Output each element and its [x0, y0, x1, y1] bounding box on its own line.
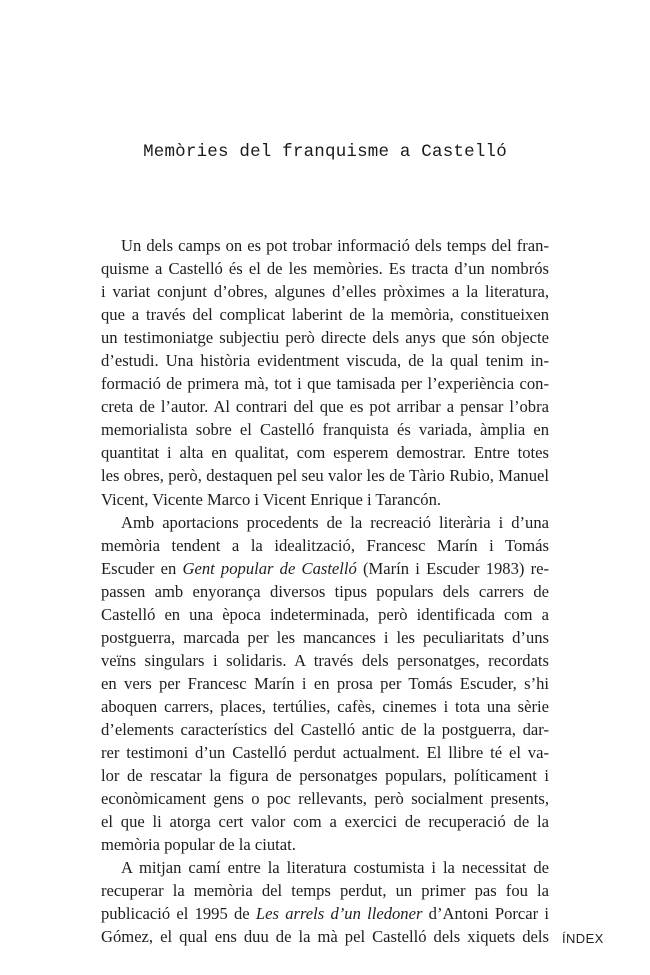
paragraph-line: veïns singulars i solidaris. A través dels personatges, recordats: [101, 650, 549, 670]
paragraph-line: formació de primera mà, tot i que tamisada per l’experiència con-: [101, 374, 549, 394]
paragraph-line: A mitjan camí entre la literatura costumista i la necessitat de: [121, 858, 549, 878]
paragraph-line: les obres, però, destaquen pel seu valor les de Tàrio Rubio, Manuel: [101, 466, 549, 486]
paragraph-line: memorialista sobre el Castelló franquista és variada, àmplia en: [101, 420, 549, 440]
paragraph-line: aboquen carrers, places, tertúlies, cafès, cinemes i tota una sèrie: [101, 696, 549, 716]
paragraph-line: Gómez, el qual ens duu de la mà pel Castelló dels xiquets dels: [101, 927, 549, 947]
paragraph-line: postguerra, marcada per les mancances i les peculiaritats d’uns: [101, 627, 549, 647]
text-run: publicació el 1995 de: [101, 904, 256, 924]
paragraph-line: en vers per Francesc Marín i en prosa per Tomás Escuder, s’hi: [101, 673, 549, 693]
paragraph-line: memòria tendent a la idealització, Francesc Marín i Tomás: [101, 535, 549, 555]
paragraph-line: d’estudi. Una història evidentment viscuda, de la qual tenim in-: [101, 351, 549, 371]
book-title: Gent popular de Castelló: [182, 558, 357, 578]
text-run: Escuder en: [101, 558, 183, 578]
paragraph-line: creta de l’autor. Al contrari del que es pot arribar a pensar l’obra: [101, 397, 549, 417]
paragraph-line: quisme a Castelló és el de les memòries. Es tracta d’un nombrós: [101, 259, 549, 279]
paragraph-line: [101, 557, 549, 580]
paragraph-line: Vicent, Vicente Marco i Vicent Enrique i Tarancón.: [101, 489, 442, 509]
text-run: d’Antoni Porcar i: [422, 904, 549, 924]
paragraph-line: memòria popular de la ciutat.: [101, 835, 296, 855]
text-run: (Marín i Escuder 1983) re-: [356, 558, 550, 578]
page-title: Memòries del franquisme a Castelló: [143, 142, 507, 162]
paragraph-line: recuperar la memòria del temps perdut, un primer pas fou la: [101, 881, 549, 901]
paragraph-line: lor de rescatar la figura de personatges populars, políticament i: [101, 766, 549, 786]
paragraph-line: i variat conjunt d’obres, algunes d’elles pròximes a la literatura,: [101, 282, 549, 302]
paragraph-line: que a través del complicat laberint de la memòria, constitueixen: [101, 305, 549, 325]
paragraph-line: quantitat i alta en qualitat, com esperem demostrar. Entre totes: [101, 443, 549, 463]
paragraph-line: econòmicament gens o poc rellevants, però socialment presents,: [101, 789, 549, 809]
paragraph-line: [101, 902, 549, 925]
paragraph-line: Un dels camps on es pot trobar informació dels temps del fran-: [121, 236, 549, 255]
paragraph-line: passen amb enyorança diversos tipus populars dels carrers de: [101, 581, 549, 601]
paragraph-line: el que li atorga cert valor com a exercici de recuperació de la: [101, 812, 549, 832]
paragraph-line: rer testimoni d’un Castelló perdut actualment. El llibre té el va-: [101, 743, 549, 763]
paragraph-line: un testimoniatge subjectiu però directe dels anys que són objecte: [101, 328, 549, 348]
index-link[interactable]: ÍNDEX: [562, 931, 604, 946]
book-title: Les arrels d’un lledoner: [255, 904, 423, 924]
paragraph-line: d’elements característics del Castelló antic de la postguerra, dar-: [101, 719, 549, 739]
body-text: [101, 234, 549, 948]
paragraph-line: Castelló en una època indeterminada, però identificada com a: [101, 604, 549, 624]
paragraph-line: Amb aportacions procedents de la recreació literària i d’una: [121, 512, 549, 532]
